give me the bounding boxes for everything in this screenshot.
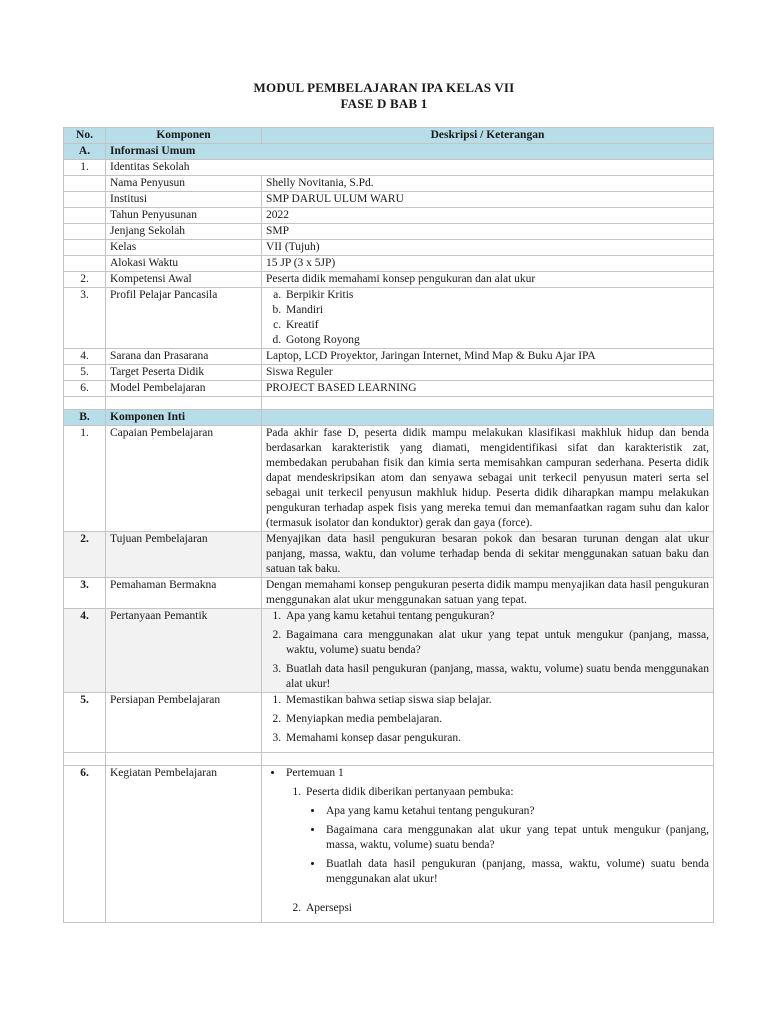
table-row bbox=[64, 381, 714, 397]
table-row bbox=[64, 256, 714, 272]
spacer-row bbox=[64, 397, 714, 410]
table-row bbox=[64, 160, 714, 176]
persiapan-list bbox=[266, 693, 709, 746]
spacer-row bbox=[64, 753, 714, 766]
row-label: Identitas Sekolah bbox=[106, 160, 714, 176]
row-label: Kelas bbox=[106, 240, 262, 256]
header-no: No. bbox=[64, 128, 106, 144]
row-number: 6. bbox=[64, 766, 106, 923]
section-a-row bbox=[64, 144, 714, 160]
row-label: Institusi bbox=[106, 192, 262, 208]
row-value bbox=[262, 693, 714, 753]
row-value: 2022 bbox=[262, 208, 714, 224]
table-row bbox=[64, 532, 714, 578]
row-label: Pertanyaan Pemantik bbox=[106, 609, 262, 693]
row-value: Pada akhir fase D, peserta didik mampu melakukan klasifikasi makhluk hidup dan benda berdasarkan karakteristik yang diamati, mengidentifikasi sifat dan karakteristik zat, membedakan perubahan fisik dan kimia serta memisahkan campuran sederhana. Peserta didik dapat mendeskripsikan atom dan senyawa sebagai unit terkecil penyusun materi serta sel sebagai unit terkecil penyusun makhluk hidup. Peserta didik diharapkan mampu melakukan pengukuran terhadap aspek fisis yang mereka temui dan memanfaatkan ragam suhu dan kalor (termasuk isolator dan konduktor) gerak dan gaya (force). bbox=[262, 426, 714, 532]
row-number: 4. bbox=[64, 349, 106, 365]
row-label: Capaian Pembelajaran bbox=[106, 426, 262, 532]
list-item: 3. Buatlah data hasil pengukuran (panjang, massa, waktu, volume) suatu benda menggunakan alat ukur! bbox=[284, 662, 709, 692]
list-item bbox=[304, 785, 709, 901]
table-row bbox=[64, 240, 714, 256]
row-number: 5. bbox=[64, 693, 106, 753]
list-item: 2. Apersepsi bbox=[304, 901, 709, 916]
section-title: Komponen Inti bbox=[106, 410, 262, 426]
list-item: 2. Bagaimana cara menggunakan alat ukur yang tepat untuk mengukur (panjang, massa, waktu, volume) suatu benda? bbox=[284, 628, 709, 658]
table-row bbox=[64, 426, 714, 532]
row-number: 6. bbox=[64, 381, 106, 397]
table-row bbox=[64, 272, 714, 288]
row-label: Profil Pelajar Pancasila bbox=[106, 288, 262, 349]
header-komponen: Komponen bbox=[106, 128, 262, 144]
table-row bbox=[64, 365, 714, 381]
row-value: SMP bbox=[262, 224, 714, 240]
row-label: Tujuan Pembelajaran bbox=[106, 532, 262, 578]
row-label: Target Peserta Didik bbox=[106, 365, 262, 381]
row-label: Kompetensi Awal bbox=[106, 272, 262, 288]
pertemuan-label: • Pertemuan 1 bbox=[286, 767, 344, 779]
table-row bbox=[64, 208, 714, 224]
spacer-cell bbox=[262, 397, 714, 410]
list-item bbox=[284, 766, 709, 916]
row-number: 2. bbox=[64, 532, 106, 578]
row-label: Kegiatan Pembelajaran bbox=[106, 766, 262, 923]
row-label: Alokasi Waktu bbox=[106, 256, 262, 272]
row-value: SMP DARUL ULUM WARU bbox=[262, 192, 714, 208]
row-value: 15 JP (3 x 5JP) bbox=[262, 256, 714, 272]
spacer-cell bbox=[262, 753, 714, 766]
pertanyaan-list bbox=[266, 609, 709, 692]
kegiatan-steps bbox=[286, 785, 709, 916]
row-value: Peserta didik memahami konsep pengukuran dan alat ukur bbox=[262, 272, 714, 288]
module-table bbox=[63, 127, 714, 923]
row-value bbox=[262, 609, 714, 693]
list-item: • Apa yang kamu ketahui tentang pengukuran? bbox=[324, 804, 709, 819]
row-number: 3. bbox=[64, 288, 106, 349]
row-number: 5. bbox=[64, 365, 106, 381]
list-item: • Buatlah data hasil pengukuran (panjang, massa, waktu, volume) suatu benda menggunakan alat ukur! bbox=[324, 857, 709, 887]
pembuka-list bbox=[306, 804, 709, 887]
row-value: Dengan memahami konsep pengukuran peserta didik mampu menyajikan data hasil pengukuran menggunakan alat ukur menggunakan satuan yang tepat. bbox=[262, 578, 714, 609]
table-row bbox=[64, 609, 714, 693]
row-label: Jenjang Sekolah bbox=[106, 224, 262, 240]
row-value: VII (Tujuh) bbox=[262, 240, 714, 256]
row-number: 4. bbox=[64, 609, 106, 693]
step-gap bbox=[306, 887, 709, 901]
row-number: 1. bbox=[64, 426, 106, 532]
table-row bbox=[64, 176, 714, 192]
table-row bbox=[64, 693, 714, 753]
row-value: PROJECT BASED LEARNING bbox=[262, 381, 714, 397]
spacer-cell bbox=[106, 753, 262, 766]
profil-list bbox=[266, 288, 709, 348]
row-number: 1. bbox=[64, 160, 106, 176]
list-item: d. Gotong Royong bbox=[284, 333, 709, 348]
list-item: 1. Apa yang kamu ketahui tentang pengukuran? bbox=[284, 609, 709, 624]
spacer-cell bbox=[106, 397, 262, 410]
row-number-empty bbox=[64, 224, 106, 240]
section-b-row bbox=[64, 410, 714, 426]
row-label: Nama Penyusun bbox=[106, 176, 262, 192]
list-item: • Bagaimana cara menggunakan alat ukur yang tepat untuk mengukur (panjang, massa, waktu, volume) suatu benda? bbox=[324, 823, 709, 853]
row-value bbox=[262, 766, 714, 923]
row-value: Shelly Novitania, S.Pd. bbox=[262, 176, 714, 192]
table-row bbox=[64, 192, 714, 208]
row-value: Siswa Reguler bbox=[262, 365, 714, 381]
kegiatan-list bbox=[266, 766, 709, 916]
row-label: Pemahaman Bermakna bbox=[106, 578, 262, 609]
row-label: Persiapan Pembelajaran bbox=[106, 693, 262, 753]
section-letter: B. bbox=[64, 410, 106, 426]
list-item: c. Kreatif bbox=[284, 318, 709, 333]
section-letter: A. bbox=[64, 144, 106, 160]
row-number-empty bbox=[64, 192, 106, 208]
row-value bbox=[262, 288, 714, 349]
row-number-empty bbox=[64, 256, 106, 272]
document-title: MODUL PEMBELAJARAN IPA KELAS VII bbox=[253, 80, 515, 95]
row-number-empty bbox=[64, 176, 106, 192]
section-title: Informasi Umum bbox=[106, 144, 714, 160]
row-number-empty bbox=[64, 208, 106, 224]
spacer-cell bbox=[64, 397, 106, 410]
row-value: Laptop, LCD Proyektor, Jaringan Internet, Mind Map & Buku Ajar IPA bbox=[262, 349, 714, 365]
table-row bbox=[64, 349, 714, 365]
row-label: Sarana dan Prasarana bbox=[106, 349, 262, 365]
row-number: 2. bbox=[64, 272, 106, 288]
list-item: 3. Memahami konsep dasar pengukuran. bbox=[284, 731, 709, 746]
step-text: 1. Peserta didik diberikan pertanyaan pembuka: bbox=[306, 786, 514, 798]
header-deskripsi: Deskripsi / Keterangan bbox=[262, 128, 714, 144]
list-item: b. Mandiri bbox=[284, 303, 709, 318]
row-number: 3. bbox=[64, 578, 106, 609]
table-row bbox=[64, 578, 714, 609]
list-item: 2. Menyiapkan media pembelajaran. bbox=[284, 712, 709, 727]
row-value: Menyajikan data hasil pengukuran besaran pokok dan besaran turunan dengan alat ukur panjang, massa, waktu, dan volume terhadap benda di sekitar menggunakan satuan baku dan satuan tak baku. bbox=[262, 532, 714, 578]
section-empty bbox=[262, 410, 714, 426]
row-number-empty bbox=[64, 240, 106, 256]
spacer-cell bbox=[64, 753, 106, 766]
table-row bbox=[64, 288, 714, 349]
table-row bbox=[64, 224, 714, 240]
table-header-row bbox=[64, 128, 714, 144]
row-label: Tahun Penyusunan bbox=[106, 208, 262, 224]
list-item: 1. Memastikan bahwa setiap siswa siap belajar. bbox=[284, 693, 709, 708]
document-subtitle: FASE D BAB 1 bbox=[340, 96, 428, 111]
row-label: Model Pembelajaran bbox=[106, 381, 262, 397]
list-item: a. Berpikir Kritis bbox=[284, 288, 709, 303]
table-row bbox=[64, 766, 714, 923]
